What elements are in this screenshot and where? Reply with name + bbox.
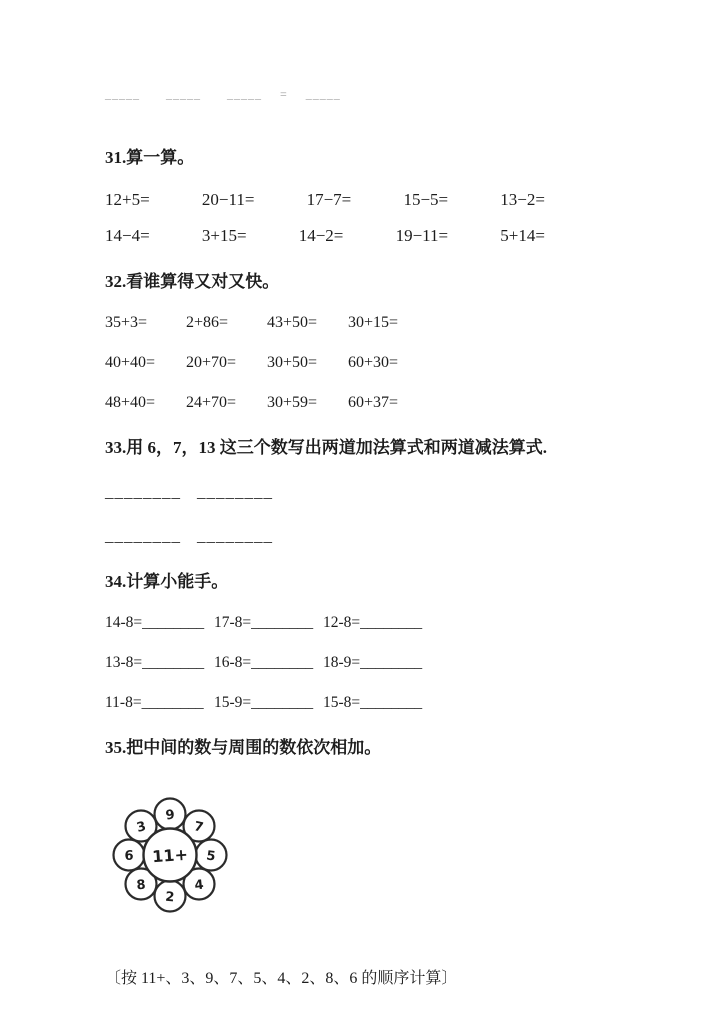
q34-row-3 (105, 693, 630, 712)
math-problem: 30+50= (267, 354, 318, 371)
petal-number: 9 (164, 807, 176, 824)
math-problem: 3+15= (201, 226, 247, 245)
math-problem: 48+40= (105, 394, 156, 411)
math-problem: 35+3= (105, 314, 148, 331)
flower-figure (107, 790, 233, 925)
math-problem: 14−2= (298, 226, 344, 245)
math-problem: 24+70= (186, 394, 237, 411)
question-title: 计算小能手。 (126, 572, 229, 591)
math-problem: 16-8=________ (214, 654, 314, 671)
answer-blank: ________ (105, 482, 181, 501)
petal-number: 6 (124, 849, 134, 864)
math-problem: 13−2= (500, 190, 545, 209)
blank-line: _____ (105, 87, 140, 101)
math-problem: 12+5= (105, 190, 150, 209)
math-problem: 14-8=________ (105, 614, 205, 631)
section-35-header (105, 738, 630, 758)
math-problem: 20−11= (201, 190, 255, 209)
answer-blank: ________ (197, 526, 273, 545)
math-problem: 30+15= (348, 314, 399, 331)
petal-number: 4 (193, 877, 205, 894)
q32-row-1 (105, 313, 630, 332)
math-problem: 17−7= (306, 190, 352, 209)
petal-number: 7 (192, 819, 205, 836)
answer-blank: ________ (197, 482, 273, 501)
section-31-header (105, 148, 630, 168)
question-number: 34. (105, 572, 127, 591)
math-problem: 11-8=________ (105, 694, 204, 711)
math-problem: 18-9=________ (323, 654, 423, 671)
question-number: 31. (105, 148, 127, 167)
question-title: 看谁算得又对又快。 (126, 272, 280, 291)
math-problem: 15−5= (403, 190, 449, 209)
math-problem: 2+86= (186, 314, 229, 331)
answer-blank: ________ (105, 526, 181, 545)
blank-line: _____ (305, 87, 341, 101)
q31-row-1 (105, 190, 545, 210)
blank-line: _____ (227, 87, 262, 101)
q31-row-2 (105, 226, 545, 246)
q33-blank-row-1 (105, 482, 630, 502)
math-problem: 15-9=________ (214, 694, 314, 711)
math-problem: 60+37= (348, 394, 399, 411)
math-problem: 14−4= (105, 226, 150, 245)
q33-blank-row-2 (105, 526, 630, 546)
petal-number: 5 (205, 848, 217, 865)
question-number: 32. (105, 272, 127, 291)
question-number: 33. (105, 438, 127, 457)
math-problem: 30+59= (267, 394, 318, 411)
question-number: 35. (105, 738, 127, 757)
math-problem: 60+30= (348, 354, 399, 371)
q35-order-note: 〔按 11+、3、9、7、5、4、2、8、6 的顺序计算〕 (105, 970, 458, 987)
math-problem: 19−11= (395, 226, 449, 245)
math-problem: 20+70= (186, 354, 237, 371)
section-34-header (105, 572, 630, 592)
blank-line: _____ (166, 87, 201, 101)
q34-row-2 (105, 653, 630, 672)
flower-center-number: 11+ (151, 844, 189, 867)
q34-row-1 (105, 613, 630, 632)
math-problem: 17-8=________ (214, 614, 314, 631)
equals-sign: = (280, 87, 288, 101)
petal-number: 8 (135, 877, 147, 894)
math-problem: 13-8=________ (105, 654, 205, 671)
petal-number: 2 (164, 889, 176, 906)
question-title: 算一算。 (126, 148, 195, 167)
math-problem: 43+50= (267, 314, 318, 331)
math-problem: 12-8=________ (323, 614, 423, 631)
q32-row-3 (105, 393, 630, 412)
petal-number: 3 (135, 819, 148, 836)
question-title: 把中间的数与周围的数依次相加。 (126, 738, 382, 757)
math-problem: 40+40= (105, 354, 156, 371)
flower-diagram (107, 790, 233, 920)
math-problem: 15-8=________ (323, 694, 423, 711)
math-problem: 5+14= (500, 226, 545, 245)
fill-in-blanks-line (105, 86, 630, 102)
section-32-header (105, 272, 630, 292)
q32-row-2 (105, 353, 630, 372)
question-title: 用 6，7，13 这三个数写出两道加法算式和两道减法算式. (126, 438, 547, 457)
section-33-header (105, 438, 630, 458)
